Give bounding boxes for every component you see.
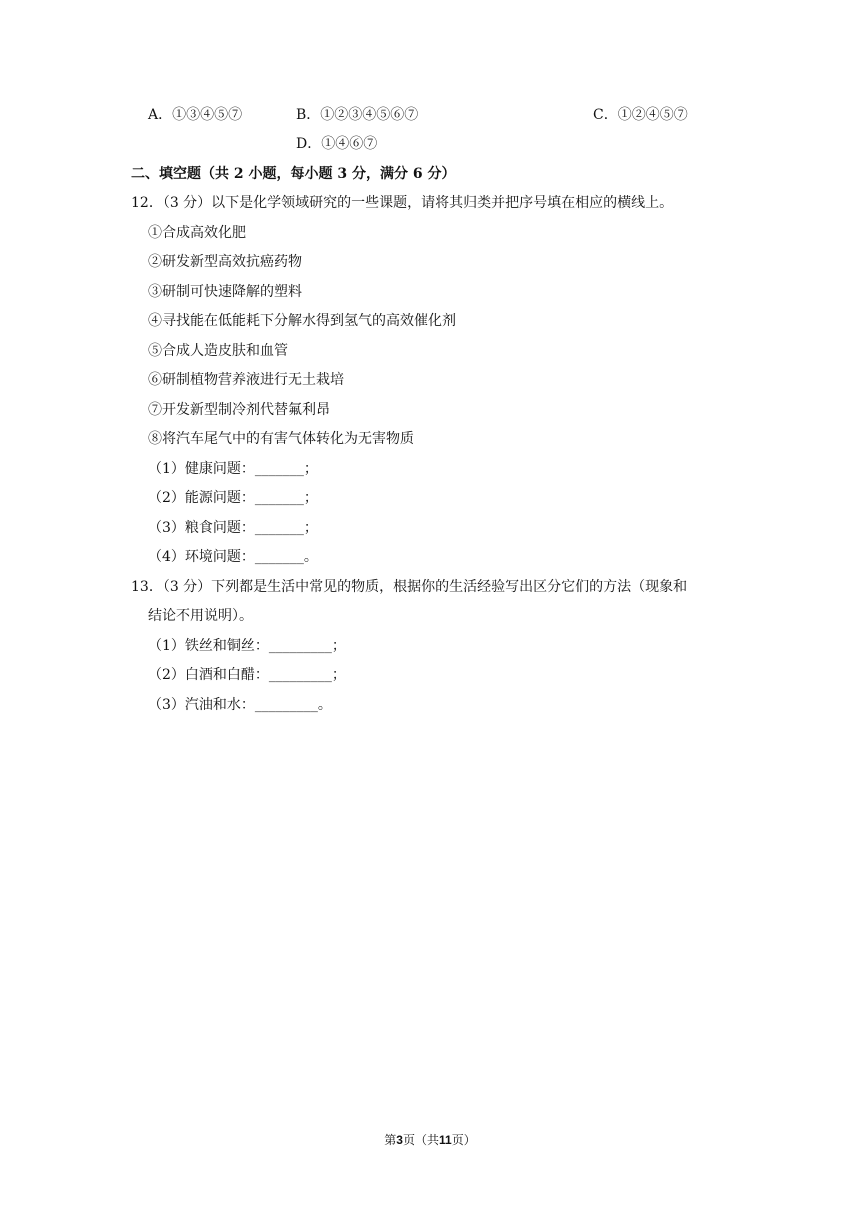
q13-sub-gasoline: （3）汽油和水：_________。 bbox=[148, 697, 332, 713]
q12-item: ⑦开发新型制冷剂代替氟利昂 bbox=[148, 402, 330, 418]
q12-item: ③研制可快速降解的塑料 bbox=[148, 284, 302, 300]
page-footer bbox=[0, 1131, 860, 1149]
q13-sub-liquor: （2）白酒和白醋：_________； bbox=[148, 667, 346, 683]
q12-item: ②研发新型高效抗癌药物 bbox=[148, 254, 302, 270]
q12-sub-environment: （4）环境问题：_______。 bbox=[148, 549, 318, 565]
option-c: C．①②④⑤⑦ bbox=[593, 107, 688, 123]
footer-total-pages: 11 bbox=[439, 1133, 452, 1147]
q13-sub-wire: （1）铁丝和铜丝：_________； bbox=[148, 638, 346, 654]
footer-page-number: 3 bbox=[396, 1133, 403, 1147]
footer-prefix: 第 bbox=[384, 1133, 397, 1147]
q13-stem-line2: 结论不用说明）。 bbox=[148, 608, 253, 624]
q12-sub-food: （3）粮食问题：_______； bbox=[148, 520, 318, 536]
q12-item: ⑤合成人造皮肤和血管 bbox=[148, 343, 288, 359]
q12-item: ①合成高效化肥 bbox=[148, 225, 246, 241]
q12-item: ⑥研制植物营养液进行无土栽培 bbox=[148, 372, 344, 388]
q12-item: ⑧将汽车尾气中的有害气体转化为无害物质 bbox=[148, 431, 414, 447]
section-heading: 二、填空题（共 2 小题，每小题 3 分，满分 6 分） bbox=[131, 166, 456, 182]
option-b: B．①②③④⑤⑥⑦ bbox=[296, 107, 419, 123]
q13-stem-line1: 13．（3 分）下列都是生活中常见的物质，根据你的生活经验写出区分它们的方法（现象和 bbox=[131, 579, 688, 595]
q12-sub-energy: （2）能源问题：_______； bbox=[148, 490, 318, 506]
option-a: A．①③④⑤⑦ bbox=[148, 107, 243, 123]
q12-sub-health: （1）健康问题：_______； bbox=[148, 461, 318, 477]
q12-stem: 12．（3 分）以下是化学领域研究的一些课题，请将其归类并把序号填在相应的横线上。 bbox=[131, 195, 674, 211]
q12-item: ④寻找能在低能耗下分解水得到氢气的高效催化剂 bbox=[148, 313, 456, 329]
footer-mid: 页（共 bbox=[402, 1133, 439, 1147]
footer-suffix: 页） bbox=[451, 1133, 476, 1147]
option-d: D．①④⑥⑦ bbox=[296, 136, 378, 152]
